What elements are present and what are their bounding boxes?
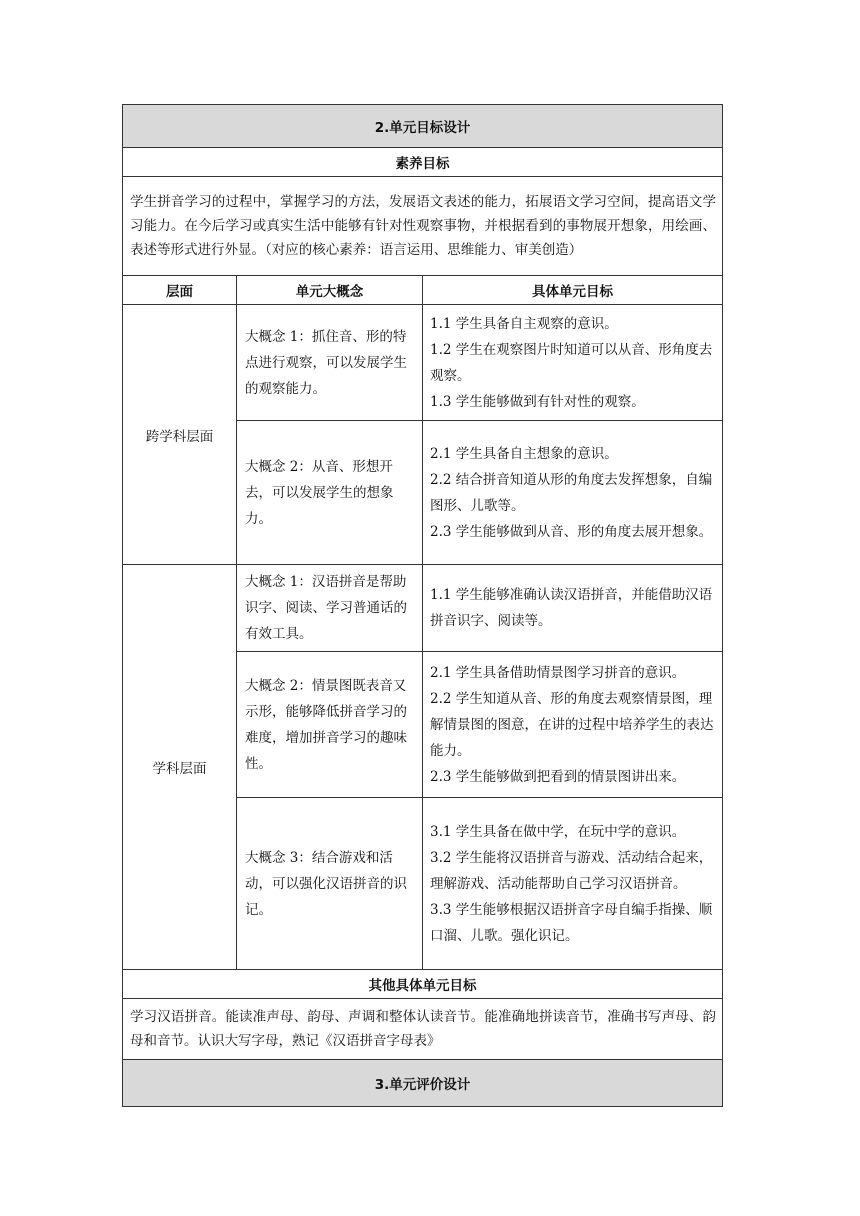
goal-item: 3.3 学生能够根据汉语拼音字母自编手指操、顺口溜、儿歌。强化识记。 bbox=[430, 901, 713, 944]
concept-cell: 大概念 3：结合游戏和活动，可以强化汉语拼音的识记。 bbox=[237, 798, 423, 970]
concept-cell: 大概念 1：汉语拼音是帮助识字、阅读、学习普通话的有效工具。 bbox=[237, 565, 423, 652]
column-header-goals: 具体单元目标 bbox=[423, 276, 723, 305]
goals-cell bbox=[423, 565, 723, 652]
level-subject: 学科层面 bbox=[123, 565, 237, 970]
goals-cell bbox=[423, 305, 723, 421]
goal-item: 1.2 学生在观察图片时知道可以从音、形角度去观察。 bbox=[430, 341, 713, 384]
concept-cell: 大概念 2：从音、形想开去，可以发展学生的想象力。 bbox=[237, 421, 423, 565]
goal-item: 2.2 结合拼音知道从形的角度去发挥想象，自编图形、儿歌等。 bbox=[430, 471, 713, 514]
goals-cell bbox=[423, 652, 723, 798]
section-2-title: 2.单元目标设计 bbox=[123, 105, 723, 148]
concept-cell: 大概念 2：情景图既表音又示形，能够降低拼音学习的难度，增加拼音学习的趣味性。 bbox=[237, 652, 423, 798]
unit-goal-table bbox=[122, 104, 723, 1107]
level-cross-disciplinary: 跨学科层面 bbox=[123, 305, 237, 565]
goal-item: 3.2 学生能将汉语拼音与游戏、活动结合起来，理解游戏、活动能帮助自己学习汉语拼音。 bbox=[430, 849, 713, 892]
goals-cell bbox=[423, 798, 723, 970]
literacy-goal-title: 素养目标 bbox=[123, 148, 723, 177]
column-header-concept: 单元大概念 bbox=[237, 276, 423, 305]
goal-item: 3.1 学生具备在做中学，在玩中学的意识。 bbox=[430, 823, 686, 840]
column-header-level: 层面 bbox=[123, 276, 237, 305]
other-goal-title: 其他具体单元目标 bbox=[123, 970, 723, 999]
goal-item: 2.1 学生具备借助情景图学习拼音的意识。 bbox=[430, 664, 686, 681]
goal-item: 2.2 学生知道从音、形的角度去观察情景图，理解情景图的图意，在讲的过程中培养学生的表达能力。 bbox=[430, 690, 714, 759]
goals-cell bbox=[423, 421, 723, 565]
goal-item: 1.1 学生具备自主观察的意识。 bbox=[430, 315, 618, 332]
literacy-goal-text: 学生拼音学习的过程中，掌握学习的方法，发展语文表述的能力，拓展语文学习空间，提高语文学习能力。在今后学习或真实生活中能够有针对性观察事物，并根据看到的事物展开想象，用绘画、表述等形式进行外显。（对应的核心素养：语言运用、思维能力、审美创造） bbox=[123, 177, 723, 276]
goal-item: 2.1 学生具备自主想象的意识。 bbox=[430, 445, 618, 462]
goal-item: 1.3 学生能够做到有针对性的观察。 bbox=[430, 393, 645, 410]
goal-item: 2.3 学生能够做到从音、形的角度去展开想象。 bbox=[430, 523, 713, 540]
concept-cell: 大概念 1：抓住音、形的特点进行观察，可以发展学生的观察能力。 bbox=[237, 305, 423, 421]
goal-item: 1.1 学生能够准确认读汉语拼音，并能借助汉语拼音识字、阅读等。 bbox=[430, 587, 713, 629]
section-3-title: 3.单元评价设计 bbox=[123, 1060, 723, 1107]
other-goal-text: 学习汉语拼音。能读准声母、韵母、声调和整体认读音节。能准确地拼读音节，准确书写声母、韵母和音节。认识大写字母，熟记《汉语拼音字母表》 bbox=[123, 999, 723, 1060]
goal-item: 2.3 学生能够做到把看到的情景图讲出来。 bbox=[430, 768, 686, 785]
